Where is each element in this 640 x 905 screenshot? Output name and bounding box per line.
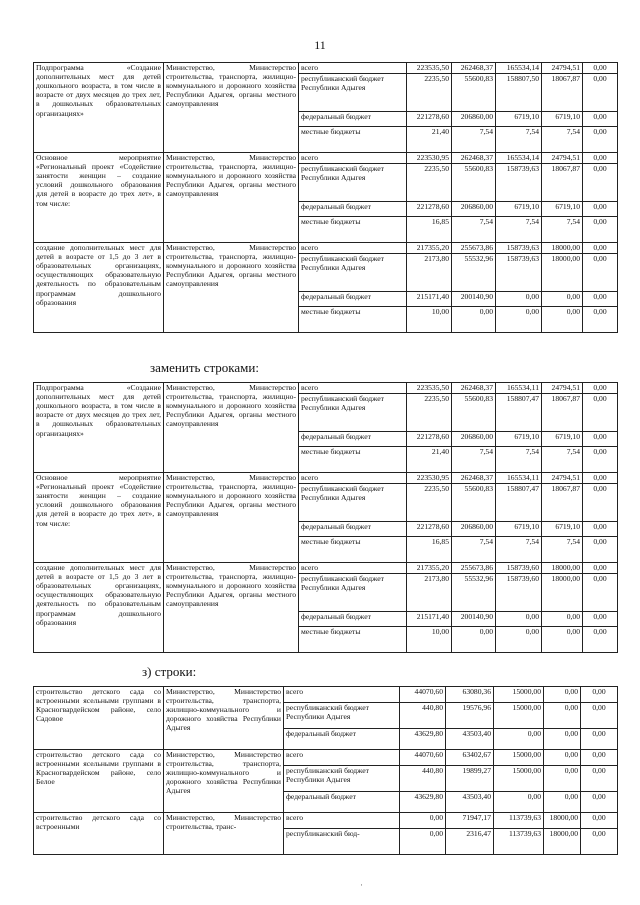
- amount-cell: 2235,50: [407, 484, 452, 522]
- amount-cell: 0,00: [583, 217, 618, 243]
- amount-cell: 24794,51: [542, 153, 583, 164]
- amount-cell: 0,00: [496, 612, 542, 627]
- amount-cell: 0,00: [583, 484, 618, 522]
- amount-cell: 7,54: [542, 447, 583, 473]
- amount-cell: 200140,90: [452, 292, 496, 307]
- executor-cell: Министерство, Министерство строительства, транспорта, жилищно-коммунального и дорожного хозяйства Республики Адыгея, органы местного самоуправления: [164, 243, 299, 333]
- amount-cell: 0,00: [581, 729, 618, 750]
- amount-cell: 0,00: [496, 292, 542, 307]
- amount-cell: 2235,50: [407, 394, 452, 432]
- amount-cell: 15000,00: [494, 703, 544, 729]
- amount-cell: 221278,60: [407, 522, 452, 537]
- amount-cell: 7,54: [452, 537, 496, 563]
- amount-cell: 63080,36: [446, 687, 494, 703]
- amount-cell: 158807,50: [496, 74, 542, 112]
- amount-cell: 55600,83: [452, 484, 496, 522]
- amount-cell: 206860,00: [452, 432, 496, 447]
- amount-cell: 0,00: [583, 563, 618, 574]
- amount-cell: 113739,63: [494, 813, 544, 829]
- funding-source: всего: [299, 383, 407, 394]
- amount-cell: 0,00: [583, 112, 618, 127]
- table-row: [34, 473, 618, 484]
- amount-cell: 0,00: [544, 687, 581, 703]
- amount-cell: 7,54: [496, 217, 542, 243]
- amount-cell: 223535,50: [407, 383, 452, 394]
- amount-cell: 7,54: [496, 537, 542, 563]
- amount-cell: 206860,00: [452, 112, 496, 127]
- table-row: [34, 243, 618, 254]
- funding-source: местные бюджеты: [299, 307, 407, 333]
- amount-cell: 10,00: [407, 627, 452, 653]
- funding-source: республиканский бюджет Республики Адыгея: [299, 254, 407, 292]
- amount-cell: 158739,60: [496, 563, 542, 574]
- amount-cell: 18000,00: [544, 829, 581, 855]
- amount-cell: 6719,10: [542, 432, 583, 447]
- table-row: [34, 750, 618, 766]
- funding-source: республиканский бюджет Республики Адыгея: [299, 74, 407, 112]
- measure-name: Подпрограмма «Создание дополнительных мест для детей дошкольного возраста, в том числе в возрасте от двух месяцев до трех лет, в дошкольных образовательных организациях»: [34, 63, 164, 153]
- amount-cell: 2316,47: [446, 829, 494, 855]
- amount-cell: 55532,96: [452, 574, 496, 612]
- amount-cell: 262468,37: [452, 473, 496, 484]
- funding-source: местные бюджеты: [299, 447, 407, 473]
- executor-cell: Министерство, Министерство строительства, транспорта, жилищно-коммунального и дорожного хозяйства Республики Адыгея: [164, 750, 284, 813]
- amount-cell: 2235,50: [407, 164, 452, 202]
- amount-cell: 0,00: [452, 627, 496, 653]
- funding-source: местные бюджеты: [299, 127, 407, 153]
- amount-cell: 55532,96: [452, 254, 496, 292]
- amount-cell: 221278,60: [407, 112, 452, 127]
- funding-source: республиканский бюджет Республики Адыгея: [299, 574, 407, 612]
- amount-cell: 206860,00: [452, 202, 496, 217]
- funding-source: федеральный бюджет: [299, 522, 407, 537]
- amount-cell: 165534,14: [496, 153, 542, 164]
- funding-source: федеральный бюджет: [299, 432, 407, 447]
- amount-cell: 165534,11: [496, 383, 542, 394]
- amount-cell: 0,00: [583, 127, 618, 153]
- amount-cell: 221278,60: [407, 432, 452, 447]
- executor-cell: Министерство, Министерство строительства, транспорта, жилищно-коммунального и дорожного хозяйства Республики Адыгея, органы местного самоуправления: [164, 153, 299, 243]
- amount-cell: 2173,80: [407, 574, 452, 612]
- amount-cell: 0,00: [581, 687, 618, 703]
- amount-cell: 215171,40: [407, 292, 452, 307]
- amount-cell: 24794,51: [542, 63, 583, 74]
- amount-cell: 158739,60: [496, 574, 542, 612]
- amount-cell: 0,00: [452, 307, 496, 333]
- amount-cell: 0,00: [581, 766, 618, 792]
- amount-cell: 7,54: [496, 447, 542, 473]
- table-row: [34, 563, 618, 574]
- amount-cell: 0,00: [542, 292, 583, 307]
- amount-cell: 0,00: [583, 394, 618, 432]
- amount-cell: 0,00: [583, 164, 618, 202]
- amount-cell: 0,00: [542, 307, 583, 333]
- amount-cell: 18000,00: [542, 254, 583, 292]
- amount-cell: 15000,00: [494, 687, 544, 703]
- funding-source: местные бюджеты: [299, 627, 407, 653]
- amount-cell: 18000,00: [542, 243, 583, 254]
- measure-name: создание дополнительных мест для детей в возрасте от 1,5 до 3 лет в образовательных организациях, осуществляющих образовательную деятельность по образовательным программам дошкольного образования: [34, 243, 164, 333]
- executor-cell: Министерство, Министерство строительства, транспорта, жилищно-коммунального и дорожного хозяйства Республики Адыгея, органы местного самоуправления: [164, 63, 299, 153]
- amount-cell: 0,00: [544, 729, 581, 750]
- amount-cell: 0,00: [581, 792, 618, 813]
- funding-source: всего: [299, 473, 407, 484]
- amount-cell: 0,00: [583, 243, 618, 254]
- funding-source: всего: [299, 243, 407, 254]
- executor-cell: Министерство, Министерство строительства, транспорта, жилищно-коммунального и дорожного хозяйства Республики Адыгея: [164, 687, 284, 750]
- executor-cell: Министерство, Министерство строительства, транспорта, жилищно-коммунального и дорожного хозяйства Республики Адыгея, органы местного самоуправления: [164, 563, 299, 653]
- amount-cell: 21,40: [407, 127, 452, 153]
- strings-heading: з) строки:: [142, 664, 197, 679]
- amount-cell: 18000,00: [542, 574, 583, 612]
- amount-cell: 158807,47: [496, 394, 542, 432]
- amount-cell: 18067,87: [542, 394, 583, 432]
- measure-name: создание дополнительных мест для детей в возрасте от 1,5 до 3 лет в образовательных организациях, осуществляющих образовательную деятельность по образовательным программам дошкольного образования: [34, 563, 164, 653]
- amount-cell: 7,54: [542, 537, 583, 563]
- amount-cell: 0,00: [583, 574, 618, 612]
- amount-cell: 44070,60: [400, 750, 446, 766]
- amount-cell: 255673,86: [452, 563, 496, 574]
- amount-cell: 71947,17: [446, 813, 494, 829]
- funding-source: республиканский бюджет Республики Адыгея: [284, 703, 400, 729]
- amount-cell: 0,00: [583, 383, 618, 394]
- amount-cell: 6719,10: [496, 202, 542, 217]
- amount-cell: 440,80: [400, 703, 446, 729]
- amount-cell: 19576,96: [446, 703, 494, 729]
- amount-cell: 440,80: [400, 766, 446, 792]
- funding-source: республиканский бюджет Республики Адыгея: [284, 766, 400, 792]
- funding-source: федеральный бюджет: [299, 112, 407, 127]
- amount-cell: 6719,10: [496, 432, 542, 447]
- amount-cell: 6719,10: [542, 522, 583, 537]
- amount-cell: 7,54: [452, 217, 496, 243]
- measure-name: строительство детского сада со встроенными: [34, 813, 164, 855]
- page-number: 11: [314, 38, 326, 52]
- amount-cell: 55600,83: [452, 74, 496, 112]
- amount-cell: 18067,87: [542, 484, 583, 522]
- amount-cell: 43629,80: [400, 792, 446, 813]
- budget-table-replacement: [33, 382, 618, 653]
- amount-cell: 6719,10: [496, 522, 542, 537]
- table-row: [34, 63, 618, 74]
- funding-source: республиканский бюджет Республики Адыгея: [299, 484, 407, 522]
- funding-source: республиканский бюд-: [284, 829, 400, 855]
- amount-cell: 165534,14: [496, 63, 542, 74]
- amount-cell: 0,00: [583, 473, 618, 484]
- amount-cell: 16,85: [407, 217, 452, 243]
- amount-cell: 165534,11: [496, 473, 542, 484]
- amount-cell: 18000,00: [542, 563, 583, 574]
- funding-source: федеральный бюджет: [299, 612, 407, 627]
- amount-cell: 0,00: [583, 537, 618, 563]
- measure-name: Основное мероприятие «Региональный проект «Содействие занятости женщин – создание условий дошкольного образования для детей в возрасте до трех лет», в том числе:: [34, 473, 164, 563]
- amount-cell: 43503,40: [446, 729, 494, 750]
- table-row: [34, 153, 618, 164]
- amount-cell: 0,00: [583, 202, 618, 217]
- executor-cell: Министерство, Министерство строительства, транспорта, жилищно-коммунального и дорожного хозяйства Республики Адыгея, органы местного самоуправления: [164, 473, 299, 563]
- amount-cell: 0,00: [542, 627, 583, 653]
- amount-cell: 223535,50: [407, 63, 452, 74]
- amount-cell: 0,00: [583, 522, 618, 537]
- amount-cell: 18067,87: [542, 74, 583, 112]
- amount-cell: 7,54: [452, 447, 496, 473]
- amount-cell: 18000,00: [544, 813, 581, 829]
- amount-cell: 0,00: [583, 612, 618, 627]
- amount-cell: 0,00: [583, 63, 618, 74]
- amount-cell: 16,85: [407, 537, 452, 563]
- amount-cell: 0,00: [494, 792, 544, 813]
- amount-cell: 0,00: [581, 703, 618, 729]
- amount-cell: 0,00: [494, 729, 544, 750]
- amount-cell: 0,00: [583, 307, 618, 333]
- amount-cell: 10,00: [407, 307, 452, 333]
- funding-source: местные бюджеты: [299, 537, 407, 563]
- amount-cell: 0,00: [583, 627, 618, 653]
- measure-name: Основное мероприятие «Региональный проект «Содействие занятости женщин – создание условий дошкольного образования для детей в возрасте до трех лет», в том числе:: [34, 153, 164, 243]
- amount-cell: 0,00: [544, 766, 581, 792]
- amount-cell: 206860,00: [452, 522, 496, 537]
- amount-cell: 217355,20: [407, 563, 452, 574]
- measure-name: Подпрограмма «Создание дополнительных мест для детей дошкольного возраста, в том числе в возрасте от двух месяцев до трех лет, в дошкольных образовательных организациях»: [34, 383, 164, 473]
- funding-source: всего: [284, 813, 400, 829]
- amount-cell: 200140,90: [452, 612, 496, 627]
- amount-cell: 44070,60: [400, 687, 446, 703]
- table-row: [34, 383, 618, 394]
- amount-cell: 43629,80: [400, 729, 446, 750]
- funding-source: всего: [284, 687, 400, 703]
- funding-source: всего: [284, 750, 400, 766]
- amount-cell: 7,54: [452, 127, 496, 153]
- amount-cell: 0,00: [542, 612, 583, 627]
- amount-cell: 255673,86: [452, 243, 496, 254]
- amount-cell: 6719,10: [542, 112, 583, 127]
- amount-cell: 7,54: [542, 217, 583, 243]
- funding-source: местные бюджеты: [299, 217, 407, 243]
- amount-cell: 0,00: [581, 829, 618, 855]
- page-mark: ·: [360, 880, 363, 890]
- funding-source: федеральный бюджет: [284, 792, 400, 813]
- amount-cell: 18067,87: [542, 164, 583, 202]
- funding-source: республиканский бюджет Республики Адыгея: [299, 394, 407, 432]
- budget-table-kindergartens: [33, 686, 618, 855]
- amount-cell: 55600,83: [452, 394, 496, 432]
- amount-cell: 6719,10: [542, 202, 583, 217]
- amount-cell: 7,54: [496, 127, 542, 153]
- amount-cell: 158807,47: [496, 484, 542, 522]
- table-row: [34, 687, 618, 703]
- amount-cell: 6719,10: [496, 112, 542, 127]
- amount-cell: 0,00: [583, 74, 618, 112]
- executor-cell: Министерство, Министерство строительства, транс-: [164, 813, 284, 855]
- amount-cell: 55600,83: [452, 164, 496, 202]
- amount-cell: 24794,51: [542, 383, 583, 394]
- amount-cell: 24794,51: [542, 473, 583, 484]
- amount-cell: 0,00: [544, 792, 581, 813]
- amount-cell: 21,40: [407, 447, 452, 473]
- amount-cell: 0,00: [583, 432, 618, 447]
- amount-cell: 7,54: [542, 127, 583, 153]
- amount-cell: 217355,20: [407, 243, 452, 254]
- amount-cell: 0,00: [583, 447, 618, 473]
- budget-table-original: [33, 62, 618, 333]
- amount-cell: 223530,95: [407, 153, 452, 164]
- amount-cell: 19899,27: [446, 766, 494, 792]
- funding-source: всего: [299, 563, 407, 574]
- amount-cell: 221278,60: [407, 202, 452, 217]
- amount-cell: 15000,00: [494, 766, 544, 792]
- amount-cell: 223530,95: [407, 473, 452, 484]
- table-row: [34, 813, 618, 829]
- amount-cell: 0,00: [400, 813, 446, 829]
- amount-cell: 0,00: [583, 292, 618, 307]
- measure-name: строительство детского сада со встроенными ясельными группами в Красногвардейском районе, село Садовое: [34, 687, 164, 750]
- amount-cell: 158739,63: [496, 164, 542, 202]
- amount-cell: 113739,63: [494, 829, 544, 855]
- amount-cell: 0,00: [581, 750, 618, 766]
- amount-cell: 2235,50: [407, 74, 452, 112]
- amount-cell: 0,00: [544, 703, 581, 729]
- amount-cell: 262468,37: [452, 63, 496, 74]
- replace-heading: заменить строками:: [150, 360, 259, 375]
- measure-name: строительство детского сада со встроенными ясельными группами в Красногвардейском районе, село Белое: [34, 750, 164, 813]
- funding-source: всего: [299, 153, 407, 164]
- amount-cell: 0,00: [544, 750, 581, 766]
- funding-source: федеральный бюджет: [299, 292, 407, 307]
- amount-cell: 0,00: [583, 254, 618, 292]
- amount-cell: 63402,67: [446, 750, 494, 766]
- amount-cell: 0,00: [581, 813, 618, 829]
- amount-cell: 158739,63: [496, 243, 542, 254]
- amount-cell: 15000,00: [494, 750, 544, 766]
- executor-cell: Министерство, Министерство строительства, транспорта, жилищно-коммунального и дорожного хозяйства Республики Адыгея, органы местного самоуправления: [164, 383, 299, 473]
- funding-source: республиканский бюджет Республики Адыгея: [299, 164, 407, 202]
- amount-cell: 0,00: [583, 153, 618, 164]
- amount-cell: 0,00: [496, 627, 542, 653]
- amount-cell: 0,00: [496, 307, 542, 333]
- amount-cell: 262468,37: [452, 383, 496, 394]
- funding-source: федеральный бюджет: [284, 729, 400, 750]
- amount-cell: 43503,40: [446, 792, 494, 813]
- amount-cell: 158739,63: [496, 254, 542, 292]
- amount-cell: 262468,37: [452, 153, 496, 164]
- amount-cell: 215171,40: [407, 612, 452, 627]
- amount-cell: 0,00: [400, 829, 446, 855]
- amount-cell: 2173,80: [407, 254, 452, 292]
- funding-source: всего: [299, 63, 407, 74]
- funding-source: федеральный бюджет: [299, 202, 407, 217]
